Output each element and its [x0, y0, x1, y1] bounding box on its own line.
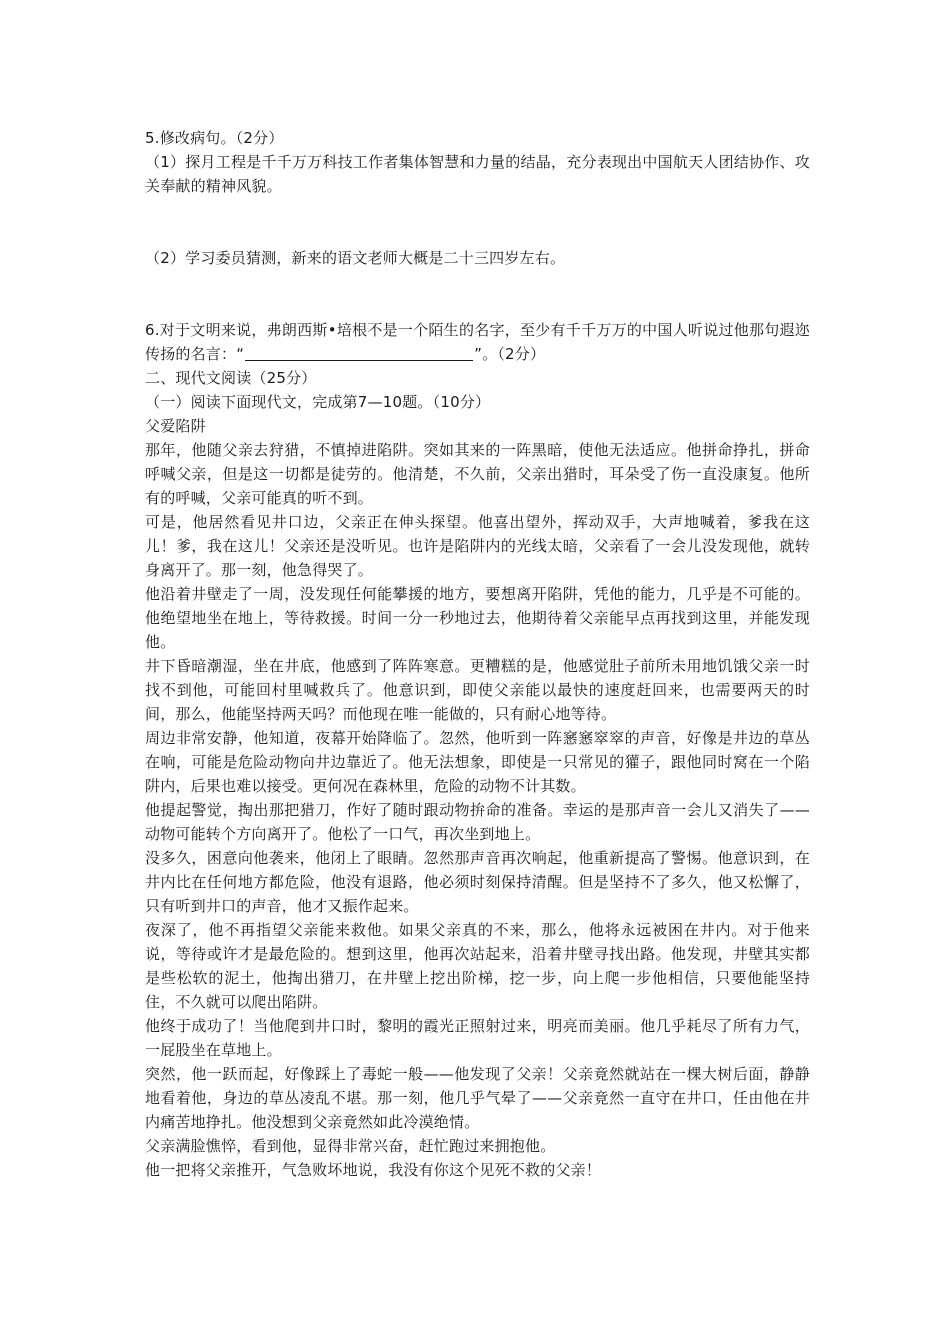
question-6-text: 6.对于文明来说，弗朗西斯•培根不是一个陌生的名字，至少有千千万万的中国人听说过他那句遐迩传扬的名言：“	[145, 321, 810, 363]
answer-space-2	[145, 270, 810, 318]
story-paragraph: 父亲满脸憔悴，看到他，显得非常兴奋，赶忙跑过来拥抱他。	[145, 1137, 556, 1155]
answer-space-1	[145, 198, 810, 246]
section-2-title: 二、现代文阅读（25分）	[145, 369, 317, 387]
story-paragraph: 那年，他随父亲去狩猎，不慎掉进陷阱。突如其来的一阵黑暗，使他无法适应。他拼命挣扎，拼命呼喊父亲，但是这一切都是徒劳的。他清楚，不久前，父亲出猎时，耳朵受了伤一直没康复。他所有的呼喊，父亲可能真的听不到。	[145, 441, 810, 507]
story-paragraph: 他一把将父亲推开，气急败坏地说，我没有你这个见死不救的父亲！	[145, 1161, 602, 1179]
story-paragraph: 可是，他居然看见井口边，父亲正在伸头探望。他喜出望外，挥动双手，大声地喊着，爹我在这儿！爹，我在这儿！父亲还是没听见。也许是陷阱内的光线太暗，父亲看了一会儿没发现他，就转身离开了。那一刻，他急得哭了。	[145, 513, 810, 579]
story-paragraph: 突然，他一跃而起，好像踩上了毒蛇一般——他发现了父亲！父亲竟然就站在一棵大树后面，静静地看着他，身边的草丛凌乱不堪。那一刻，他几乎气晕了——父亲竟然一直守在井口，任由他在井内痛苦地挣扎。他没想到父亲竟然如此冷漠绝情。	[145, 1065, 810, 1131]
question-6	[145, 318, 810, 366]
story-paragraph: 他终于成功了！当他爬到井口时，黎明的霞光正照射过来，明亮而美丽。他几乎耗尽了所有力气，一屁股坐在草地上。	[145, 1017, 810, 1059]
story-paragraph: 他沿着井壁走了一周，没发现任何能攀援的地方，要想离开陷阱，凭他的能力，几乎是不可能的。他绝望地坐在地上，等待救援。时间一分一秒地过去，他期待着父亲能早点再找到这里，并能发现他。	[145, 585, 810, 651]
story-paragraph: 周边非常安静，他知道，夜幕开始降临了。忽然，他听到一阵窸窸窣窣的声音，好像是井边的草丛在响，可能是危险动物向井边靠近了。他无法想象，即使是一只常见的獾子，跟他同时窝在一个陷阱内，后果也难以接受。更何况在森林里，危险的动物不计其数。	[145, 729, 810, 795]
fill-in-blank	[245, 344, 473, 361]
story-paragraph: 他提起警觉，掏出那把猎刀，作好了随时跟动物拚命的准备。幸运的是那声音一会儿又消失了——动物可能转个方向离开了。他松了一口气，再次坐到地上。	[145, 801, 810, 843]
story-title: 父爱陷阱	[145, 417, 206, 435]
question-5-item-1: （1）探月工程是千千万万科技工作者集体智慧和力量的结晶，充分表现出中国航天人团结协作、攻关奉献的精神风貌。	[145, 153, 810, 195]
question-5-item-2: （2）学习委员猜测，新来的语文老师大概是二十三四岁左右。	[145, 249, 566, 267]
story-paragraph: 没多久，困意向他袭来，他闭上了眼睛。忽然那声音再次响起，他重新提高了警惕。他意识到，在井内比在任何地方都危险，他没有退路，他必须时刻保持清醒。但是坚持不了多久，他又松懈了，只有听到井口的声音，他才又振作起来。	[145, 849, 810, 915]
question-6-score: ”。（2分）	[474, 345, 546, 363]
story-paragraph: 井下昏暗潮湿，坐在井底，他感到了阵阵寒意。更糟糕的是，他感觉肚子前所未用地饥饿父亲一时找不到他，可能回村里喊救兵了。他意识到，即使父亲能以最快的速度赶回来，也需要两天的时间，那么，他能坚持两天吗？而他现在唯一能做的，只有耐心地等待。	[145, 657, 810, 723]
document-content	[145, 126, 810, 1182]
question-5-title: 5.修改病句。（2分）	[145, 129, 284, 147]
story-paragraph: 夜深了，他不再指望父亲能来救他。如果父亲真的不来，那么，他将永远被困在井内。对于他来说，等待或许才是最危险的。想到这里，他再次站起来，沿着井壁寻找出路。他发现，井壁其实都是些松软的泥土，他掏出猎刀，在井壁上挖出阶梯，挖一步，向上爬一步他相信，只要他能坚持住，不久就可以爬出陷阱。	[145, 921, 810, 1011]
reading-instructions: （一）阅读下面现代文，完成第7—10题。（10分）	[145, 393, 491, 411]
